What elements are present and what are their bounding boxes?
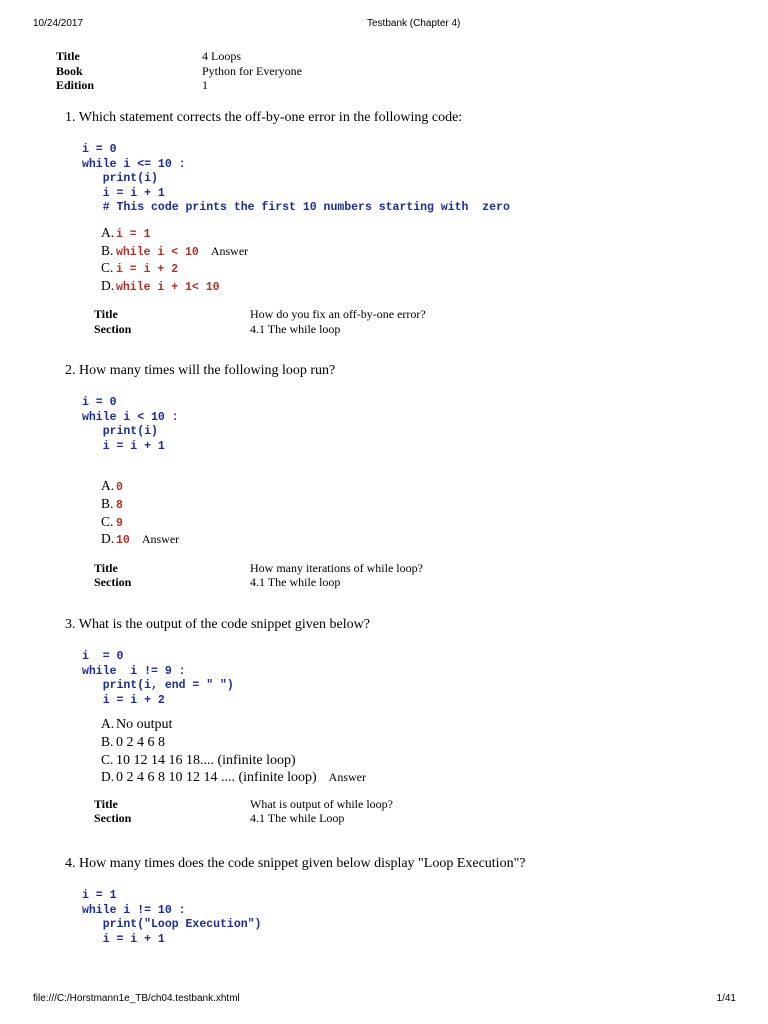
print-page-number: 1/41 [716, 993, 736, 1004]
option-a: A. i = 1 [101, 224, 151, 241]
question-meta: Title How many iterations of while loop? Section 4.1 The while loop [94, 560, 423, 590]
code-snippet: i = 1 while i != 10 : print("Loop Execution") i = i + 1 [82, 889, 262, 946]
option-d: D. 10 Answer [101, 531, 180, 548]
option-b: B. while i < 10 Answer [101, 242, 249, 259]
print-date: 10/24/2017 [33, 18, 84, 29]
question-2 [65, 362, 745, 590]
code-snippet: i = 0 while i != 9 : print(i, end = " ") i = i + 2 [82, 650, 234, 707]
question-3 [65, 616, 745, 826]
option-c: C. 10 12 14 16 18.... (infinite loop) [101, 751, 296, 768]
option-c: C. i = i + 2 [101, 260, 179, 277]
answer-options [101, 225, 745, 295]
meta-book-value: Python for Everyone [202, 63, 302, 78]
answer-marker: Answer [210, 243, 249, 258]
question-1 [65, 109, 745, 336]
meta-book-label: Book [56, 63, 83, 78]
document-meta [56, 49, 302, 93]
question-text: 3. What is the output of the code snippet given below? [65, 617, 370, 632]
answer-marker: Answer [328, 770, 366, 785]
meta-title-label: Title [56, 49, 80, 63]
question-text: 1. Which statement corrects the off-by-one error in the following code: [65, 110, 463, 125]
code-snippet: i = 0 while i < 10 : print(i) i = i + 1 [82, 396, 179, 453]
answer-options [101, 478, 745, 548]
meta-title-value: 4 Loops [202, 49, 241, 63]
question-meta: Title What is output of while loop? Section 4.1 The while Loop [94, 796, 393, 826]
meta-edition-label: Edition [56, 78, 95, 92]
option-b: B. 8 [101, 495, 123, 512]
print-title: Testbank (Chapter 4) [367, 18, 461, 29]
answer-options [101, 716, 745, 786]
question-text: 2. How many times will the following loop run? [65, 363, 336, 378]
option-a: A. No output [101, 716, 173, 733]
question-text: 4. How many times does the code snippet given below display "Loop Execution"? [65, 856, 526, 871]
option-d: D. while i + 1< 10 [101, 277, 220, 294]
answer-marker: Answer [141, 532, 180, 547]
question-meta: Title How do you fix an off-by-one error? Section 4.1 The while loop [94, 307, 426, 336]
option-c: C. 9 [101, 513, 123, 530]
option-b: B. 0 2 4 6 8 [101, 733, 165, 750]
meta-edition-value: 1 [202, 78, 208, 92]
question-4 [65, 855, 745, 947]
option-a: A. 0 [101, 478, 123, 495]
code-snippet: i = 0 while i <= 10 : print(i) i = i + 1 # This code prints the first 10 numbers starting with zero [82, 143, 510, 215]
print-file-path: file:///C:/Horstmann1e_TB/ch04.testbank.xhtml [33, 993, 240, 1004]
option-d: D. 0 2 4 6 8 10 12 14 .... (infinite loop) Answer [101, 769, 366, 786]
